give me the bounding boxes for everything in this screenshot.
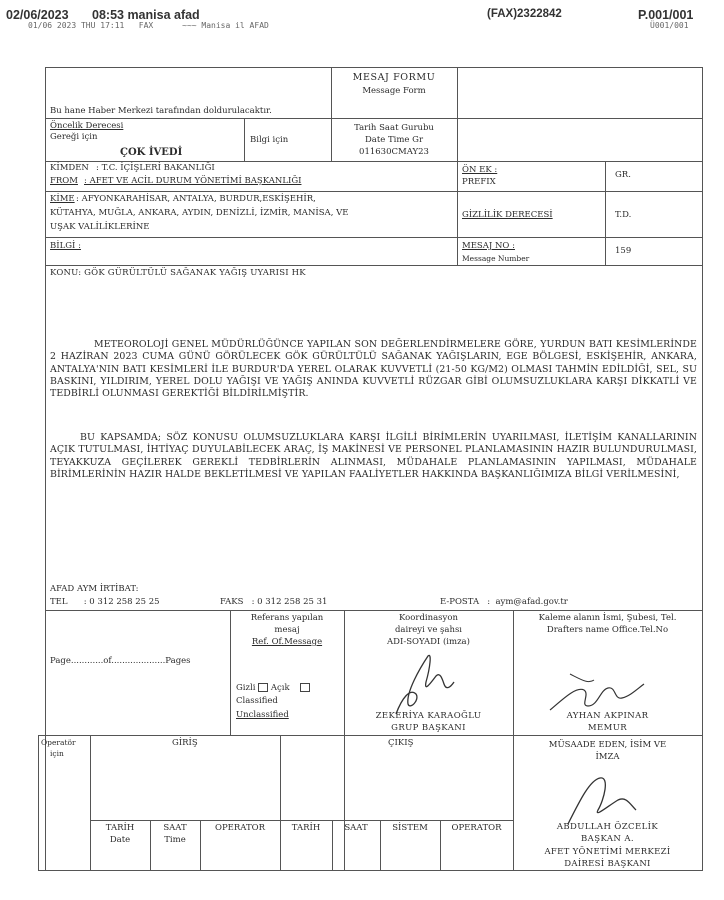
dtg-label2: Date Time Gr: [364, 135, 424, 145]
msgno-value: 159: [615, 246, 632, 256]
drafter-label-2: Drafters name Office.Tel.No: [546, 625, 669, 635]
priority-label: Öncelik Derecesi: [50, 121, 124, 131]
contact-fax: FAKS : 0 312 258 25 31: [220, 597, 328, 607]
ref-label-3: Ref. Of.Message: [251, 637, 323, 647]
fax-number: (FAX)2322842: [487, 8, 562, 20]
to-value-3: UŞAK VALİLİKLERİNE: [50, 222, 150, 232]
col-saat-2: SAAT: [344, 823, 368, 833]
form-title: MESAJ FORMU: [352, 72, 436, 83]
signer-role: BAŞKAN A.: [581, 834, 634, 844]
secret-value: T.D.: [615, 210, 632, 220]
to-value-2: KÜTAHYA, MUĞLA, ANKARA, AYDIN, DENİZLİ, İZMİR, MANİSA, VE: [50, 208, 349, 218]
dtg-value: 011630CMAY23: [359, 147, 429, 157]
unclassified-label: Unclassified: [236, 710, 289, 720]
col-tarih-2: TARİH: [291, 823, 321, 833]
action-value: ÇOK İVEDİ: [120, 147, 183, 158]
operator-label-1: Operatör: [41, 738, 76, 747]
classification-gizli: [236, 683, 310, 693]
classified-label: Classified: [236, 696, 278, 706]
signer-office-1: AFET YÖNETİMİ MERKEZİ: [544, 847, 671, 857]
col-operator-2: OPERATOR: [451, 823, 502, 833]
signer-name: ABDULLAH ÖZCELİK: [556, 822, 659, 832]
action-label: Gereği için: [50, 132, 98, 142]
form-title-en: Message Form: [362, 86, 426, 96]
acik-label: Açık: [270, 683, 290, 693]
subject: KONU: GÖK GÜRÜLTÜLÜ SAĞANAK YAĞIŞ UYARISI HK: [50, 268, 306, 278]
gizli-label: Gizli: [236, 683, 256, 693]
contact-title: AFAD AYM İRTİBAT:: [50, 584, 139, 594]
permit-label-1: MÜSAADE EDEN, İSİM VE: [548, 740, 667, 750]
to-label: KİME: [50, 194, 75, 204]
fax-sub-line: 01/06 2023 THU 17:11 FAX ~~~ Manisa il AFAD: [28, 21, 269, 30]
prefix-label-1: ÖN EK :: [462, 165, 498, 175]
col-sistem: SİSTEM: [392, 823, 428, 833]
pages-line: Page............of....................Pages: [50, 656, 191, 666]
coordinator-name: ZEKERİYA KARAOĞLU: [375, 711, 482, 721]
col-date: Date: [109, 835, 131, 845]
col-time: Time: [164, 835, 186, 845]
drafter-title: MEMUR: [587, 723, 628, 733]
ref-label-1: Referans yapılan: [250, 613, 324, 623]
fill-note: Bu hane Haber Merkezi tarafından doldurulacaktır.: [50, 106, 272, 116]
drafter-name: AYHAN AKPINAR: [566, 711, 649, 721]
drafter-label-1: Kaleme alanın İsmi, Şubesi, Tel.: [538, 613, 677, 623]
contact-tel: TEL : 0 312 258 25 25: [50, 597, 160, 607]
coord-label-1: Koordinasyon: [399, 613, 458, 623]
from-label-en: FROM: [50, 176, 78, 186]
msgno-label-2: Message Number: [462, 254, 530, 263]
coord-label-2: daireyi ve şahsı: [394, 625, 463, 635]
from-value-2: : AFET VE ACİL DURUM YÖNETİMİ BAŞKANLIĞI: [84, 176, 302, 186]
coordinator-signature-icon: [390, 648, 460, 720]
coordinator-title: GRUP BAŞKANI: [391, 723, 466, 733]
msgno-label-1: MESAJ NO :: [462, 241, 515, 251]
secret-label: GİZLİLİK DERECESİ: [462, 210, 553, 220]
fax-sub-page: Ü001/001: [650, 21, 689, 30]
signer-office-2: DAİRESİ BAŞKANI: [564, 859, 651, 869]
ref-label-2: mesaj: [274, 625, 300, 635]
giris-label: GİRİŞ: [172, 738, 198, 748]
fax-date: 02/06/2023: [6, 8, 69, 22]
info-label: Bilgi için: [250, 135, 289, 145]
prefix-value: GR.: [615, 170, 631, 180]
col-tarih: TARİH: [105, 823, 135, 833]
approver-signature-icon: [560, 770, 650, 830]
prefix-label-2: PREFIX: [462, 177, 496, 187]
from-label: KİMDEN: [50, 163, 89, 173]
dtg-label1: Tarih Saat Gurubu: [354, 123, 434, 133]
cikis-label: ÇIKIŞ: [388, 738, 414, 748]
body-paragraph-1: METEOROLOJİ GENEL MÜDÜRLÜĞÜNCE YAPILAN SON DEĞERLENDİRMELERE GÖRE, YURDUN BATI KESİMLERİNDE 2 HAZİRAN 2023 CUMA GÜNÜ GÖRÜLECEK GÖK GÜRÜLTÜLÜ SAĞANAK YAĞIŞLARIN, EGE BÖLGESİ, ESKİŞEHİR, ANKARA, ANTALYA'NIN BATI KESİMLERİ İLE BURDUR'DA YEREL OLARAK KUVVETLİ (21-50 KG/M2) OLMASI TAHMİN EDİLDİĞİ, SEL, SU BASKINI, YILDIRIM, YEREL DOLU YAĞIŞI VE YAĞIŞ ANINDA KUVVETLİ RÜZGAR GİBİ OLUMSUZLUKLARA KARŞI DİKKATLİ VE TEDBİRLİ OLUNMASI GEREKTİĞİ BİLDİRİLMİŞTİR.: [50, 339, 697, 400]
acik-checkbox[interactable]: [300, 683, 310, 692]
coord-label-3: ADI-SOYADI (imza): [387, 637, 470, 647]
gizli-checkbox[interactable]: [258, 683, 268, 692]
fax-page: P.001/001: [638, 8, 694, 22]
fax-time-sender: 08:53 manisa afad: [92, 8, 200, 22]
col-operator-1: OPERATOR: [214, 823, 265, 833]
contact-email: E-POSTA : aym@afad.gov.tr: [440, 597, 568, 607]
operator-label-2: için: [50, 749, 64, 758]
col-saat: SAAT: [163, 823, 187, 833]
to-value-1: : AFYONKARAHİSAR, ANTALYA, BURDUR,ESKİŞEHİR,: [76, 194, 316, 204]
from-value-1: : T.C. İÇİŞLERİ BAKANLIĞI: [96, 163, 215, 173]
permit-label-2: İMZA: [595, 752, 620, 762]
body-paragraph-2: BU KAPSAMDA; SÖZ KONUSU OLUMSUZLUKLARA KARŞI İLGİLİ BİRİMLERİN UYARILMASI, İLETİŞİM KANALLARININ AÇIK TUTULMASI, İHTİYAÇ DUYULABİLECEK ARAÇ, İŞ MAKİNESİ VE PERSONEL PLANLAMASININ HAZIR BULUNDURULMASI, TEYAKKUZA GEÇİLEREK GEREKLİ TEDBİRLERİN ALINMASI, MÜDAHALE PLANLAMASININ YAPILMASI, MÜDAHALE BİRİMLERİNİN HAZIR HALDE BEKLETİLMESİ VE YAPILAN FAALİYETLER HAKKINDA BAŞKANLIĞIMIZA BİLGİ VERİLMESİNİ,: [50, 432, 697, 480]
info2-label: BİLGİ :: [50, 241, 81, 251]
